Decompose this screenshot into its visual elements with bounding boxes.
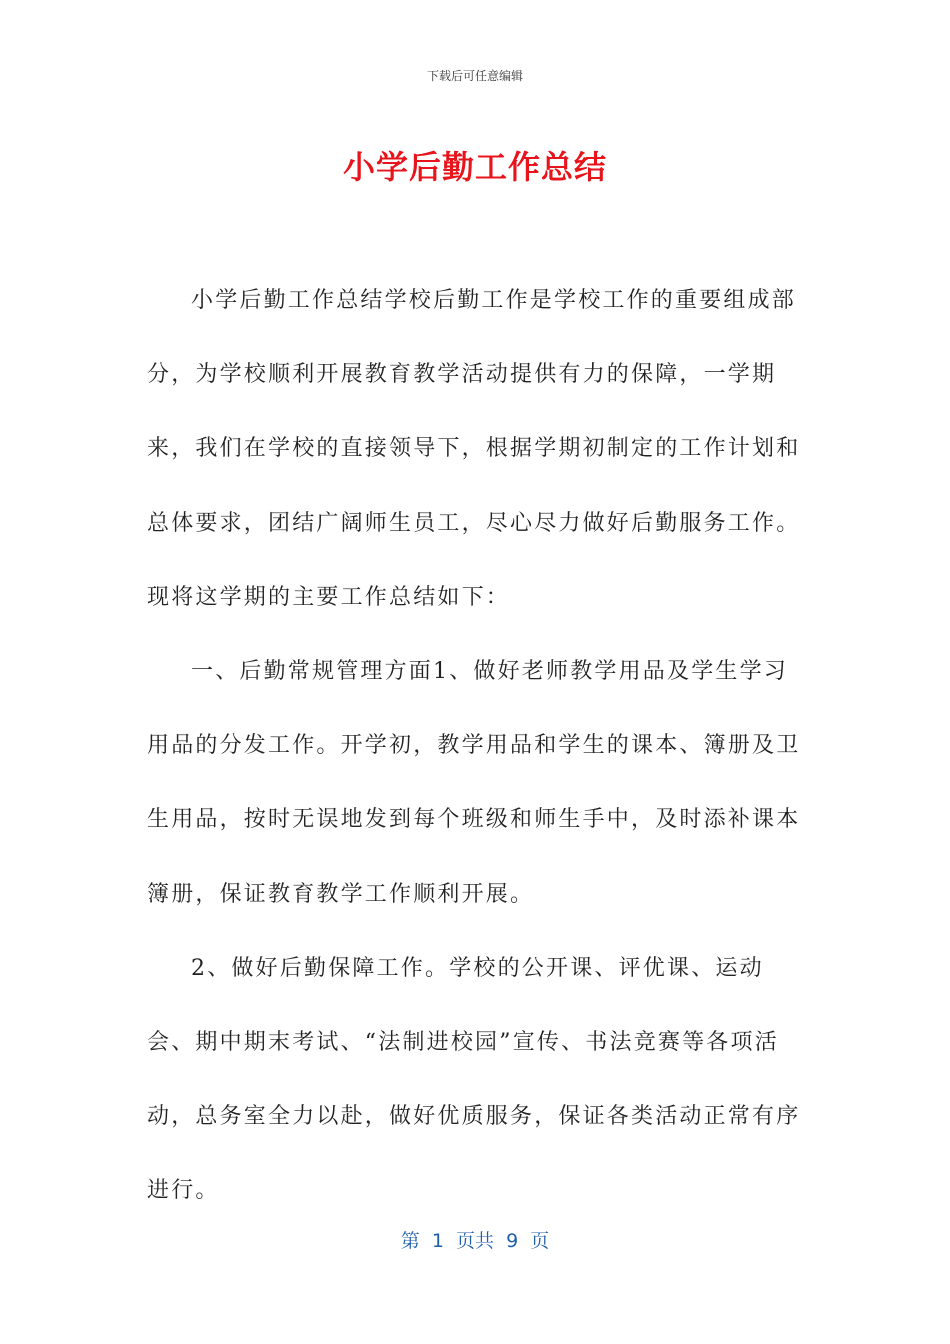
paragraph-intro: 小学后勤工作总结学校后勤工作是学校工作的重要组成部分，为学校顺利开展教育教学活动提供有力的保障，一学期来，我们在学校的直接领导下，根据学期初制定的工作计划和总体要求，团结广阔师生员工，尽心尽力做好后勤服务工作。现将这学期的主要工作总结如下：: [147, 288, 801, 610]
page-number-footer: 第 1 页共 9 页: [400, 1230, 550, 1252]
document-title: 小学后勤工作总结: [342, 148, 607, 186]
document-body: [147, 264, 807, 1229]
header-note: 下载后可任意编辑: [426, 69, 523, 83]
paragraph-section-2: 2、做好后勤保障工作。学校的公开课、评优课、运动会、期中期末考试、“法制进校园”宣传、书法竞赛等各项活动，总务室全力以赴，做好优质服务，保证各类活动正常有序进行。: [147, 955, 801, 1204]
paragraph-section-1: 一、后勤常规管理方面1、做好老师教学用品及学生学习用品的分发工作。开学初，教学用品和学生的课本、簿册及卫生用品，按时无误地发到每个班级和师生手中，及时添补课本簿册，保证教育教学工作顺利开展。: [147, 659, 801, 907]
